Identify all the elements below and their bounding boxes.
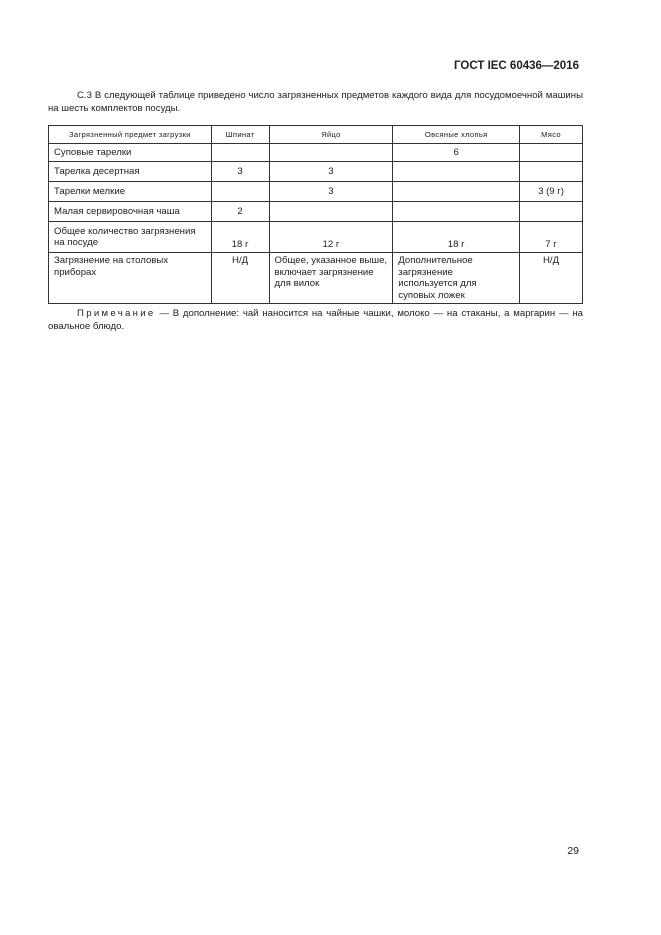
note-paragraph: [48, 307, 583, 333]
cell-meat: Н/Д: [520, 253, 583, 304]
cell-spinach: [211, 182, 269, 202]
cell-egg: 3: [269, 182, 393, 202]
cell-spinach: [211, 144, 269, 162]
table-row: [49, 144, 583, 162]
cell-egg: 3: [269, 162, 393, 182]
intro-paragraph: [48, 89, 583, 115]
cell-oats: [393, 182, 520, 202]
cell-spinach: Н/Д: [211, 253, 269, 304]
cell-spinach: 2: [211, 202, 269, 222]
intro-text: С.3 В следующей таблице приведено число загрязненных предметов каждого вида для посудомоечной машины на шесть комплектов посуды.: [48, 90, 583, 114]
cell-oats: [393, 162, 520, 182]
table-row: [49, 202, 583, 222]
cell-oats: 6: [393, 144, 520, 162]
column-header-oats: Овсяные хлопья: [393, 126, 520, 144]
table-row: [49, 253, 583, 304]
cell-oats: 18 г: [393, 222, 520, 253]
cell-meat: 3 (9 г): [520, 182, 583, 202]
document-header-standard: ГОСТ IEC 60436—2016: [454, 60, 579, 72]
row-item-label: Суповые тарелки: [49, 144, 212, 162]
cell-egg: [269, 202, 393, 222]
cell-spinach: 3: [211, 162, 269, 182]
table-row: [49, 182, 583, 202]
table-row: [49, 162, 583, 182]
cell-meat: [520, 162, 583, 182]
page-number: 29: [567, 845, 579, 857]
column-header-spinach: Шпинат: [211, 126, 269, 144]
cell-spinach: 18 г: [211, 222, 269, 253]
cell-meat: 7 г: [520, 222, 583, 253]
cell-meat: [520, 202, 583, 222]
row-item-label: Тарелка десертная: [49, 162, 212, 182]
row-item-label: Общее количество загрязнения на посуде: [49, 222, 212, 253]
cell-oats: [393, 202, 520, 222]
column-header-item: Загрязненный предмет загрузки: [49, 126, 212, 144]
cell-egg: [269, 144, 393, 162]
note-label: Примечание: [77, 308, 156, 319]
column-header-egg: Яйцо: [269, 126, 393, 144]
table-header-row: [49, 126, 583, 144]
row-item-label: Малая сервировочная чаша: [49, 202, 212, 222]
cell-oats: Дополнительное загрязнение используется для суповых ложек: [393, 253, 520, 304]
table-row: [49, 222, 583, 253]
cell-egg: 12 г: [269, 222, 393, 253]
column-header-meat: Мясо: [520, 126, 583, 144]
soil-items-table: [48, 125, 583, 304]
cell-meat: [520, 144, 583, 162]
row-item-label: Тарелки мелкие: [49, 182, 212, 202]
note-text: — В дополнение: чай наносится на чайные чашки, молоко — на стаканы, а маргарин — на овальное блюдо.: [48, 308, 583, 332]
row-item-label: Загрязнение на столовых приборах: [49, 253, 212, 304]
cell-egg: Общее, указанное выше, включает загрязнение для вилок: [269, 253, 393, 304]
